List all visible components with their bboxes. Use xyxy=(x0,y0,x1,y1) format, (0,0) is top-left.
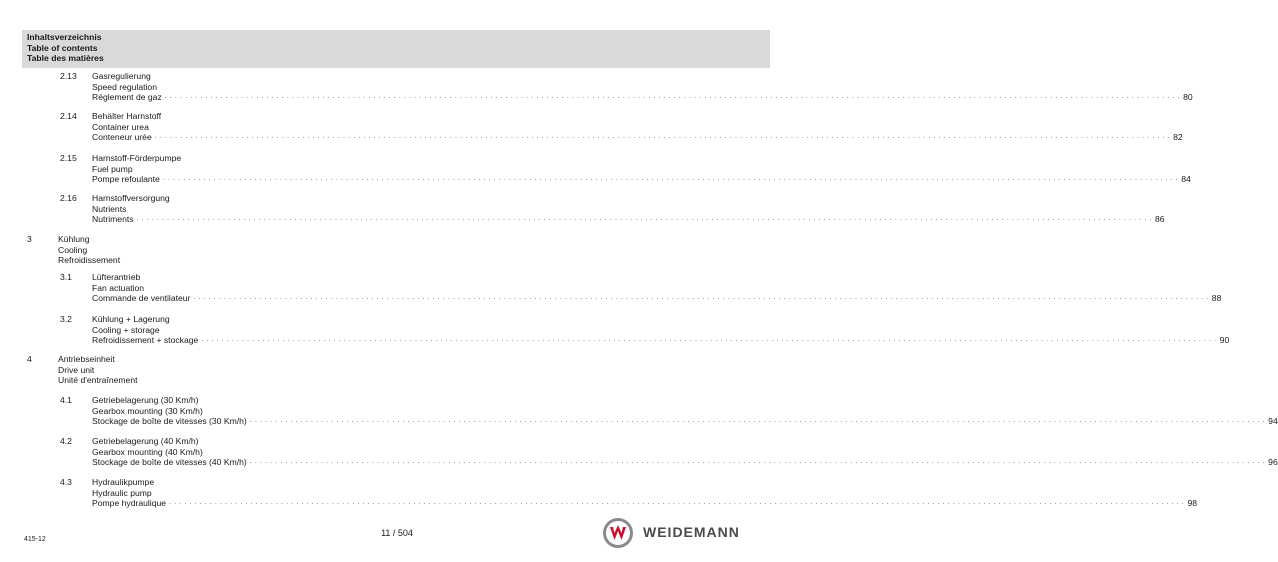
leader-dots: . . . . . . . . . . . . . . . . . . . . . . . . . . . . . . . . . . . . . . . . . . . . . . . . . . . . . . . . . . . . . . . . . . . . . . . . . . . . . . . . . . . . . . . . . . . . . . . . . . . . . . . . . . . . . . . . . . . . . . . . . . . . . . . . . . . . . . . . . . . . . . . . . . . . . . . . . . . . . . . . . . . . . . . . . . . . . . . . . . . . . . . . . . . . . . . . . . . . . . . . xyxy=(169,499,1185,507)
brand-name: WEIDEMANN xyxy=(643,524,740,540)
toc-entry-title-de: Gasregulierung xyxy=(92,71,151,81)
toc-entry-page: 90 xyxy=(1219,335,1230,346)
toc-entry-title-en: Container urea xyxy=(92,121,149,132)
toc-entry-number: 3.2 xyxy=(60,314,72,324)
toc-entry-title-en: Fan actuation xyxy=(92,282,145,293)
toc-entry-number: 2.15 xyxy=(60,153,77,163)
toc-entry-title-fr: Refroidissement xyxy=(58,255,121,266)
leader-dots: . . . . . . . . . . . . . . . . . . . . . . . . . . . . . . . . . . . . . . . . . . . . . . . . . . . . . . . . . . . . . . . . . . . . . . . . . . . . . . . . . . . . . . . . . . . . . . . . . . . . . . . . . . . . . . . . . . . . . . . . . . . . . . . . . . . . . . . . . . . . . . . . . . . . . . . . . . . . . . . . . . . . . . . . . . . . . . . . . . . . . . . . . . . . . . . . . . . . . . . . xyxy=(201,336,1217,344)
toc-entry-title-de: Getriebelagerung (30 Km/h) xyxy=(92,395,199,405)
toc-entry-title-fr: Stockage de boîte de vitesses (30 Km/h) xyxy=(92,416,247,427)
page-number: 11 / 504 xyxy=(381,528,413,538)
toc-entry-title-en: Gearbox mounting (40 Km/h) xyxy=(92,446,203,457)
toc-entry-title-fr: Conteneur urée xyxy=(92,132,152,143)
toc-entry-number: 2.13 xyxy=(60,71,77,81)
toc-entry-number: 2.16 xyxy=(60,193,77,203)
toc-entry-title-en: Nutrients xyxy=(92,203,127,214)
toc-entry-title-fr: Commande de ventilateur xyxy=(92,293,191,304)
toc-entry-title-en: Speed regulation xyxy=(92,81,157,92)
toc-entry-title-fr: Pompe hydraulique xyxy=(92,498,167,509)
leader-dots: . . . . . . . . . . . . . . . . . . . . . . . . . . . . . . . . . . . . . . . . . . . . . . . . . . . . . . . . . . . . . . . . . . . . . . . . . . . . . . . . . . . . . . . . . . . . . . . . . . . . . . . . . . . . . . . . . . . . . . . . . . . . . . . . . . . . . . . . . . . . . . . . . . . . . . . . . . . . . . . . . . . . . . . . . . . . . . . . . . . . . . . . . . . . . . . . . . . . . . . . xyxy=(162,175,1179,183)
toc-entry-page: 88 xyxy=(1211,293,1222,304)
toc-entry-number: 2.14 xyxy=(60,111,77,121)
leader-dots: . . . . . . . . . . . . . . . . . . . . . . . . . . . . . . . . . . . . . . . . . . . . . . . . . . . . . . . . . . . . . . . . . . . . . . . . . . . . . . . . . . . . . . . . . . . . . . . . . . . . . . . . . . . . . . . . . . . . . . . . . . . . . . . . . . . . . . . . . . . . . . . . . . . . . . . . . . . . . . . . . . . . . . . . . . . . . . . . . . . . . . . . . . . . . . . . . . . . . . . . xyxy=(193,294,1209,302)
leader-dots: . . . . . . . . . . . . . . . . . . . . . . . . . . . . . . . . . . . . . . . . . . . . . . . . . . . . . . . . . . . . . . . . . . . . . . . . . . . . . . . . . . . . . . . . . . . . . . . . . . . . . . . . . . . . . . . . . . . . . . . . . . . . . . . . . . . . . . . . . . . . . . . . . . . . . . . . . . . . . . . . . . . . . . . . . . . . . . . . . . . . . . . . . . . . . . . . . . . . . . . . xyxy=(249,417,1266,425)
toc-entry-title-en: Drive unit xyxy=(58,364,95,375)
toc-entry-page: 98 xyxy=(1187,498,1198,509)
toc-entry-title-en: Fuel pump xyxy=(92,163,133,174)
toc-entry-title-en: Cooling + storage xyxy=(92,324,160,335)
toc-header xyxy=(22,30,770,68)
toc-entry-title-fr: Réglement de gaz xyxy=(92,92,162,103)
toc-entry-title-fr: Unité d'entraînement xyxy=(58,375,138,386)
toc-entry-number: 3 xyxy=(27,234,32,244)
header-title-de: Inhaltsverzeichnis xyxy=(27,32,102,42)
leader-dots: . . . . . . . . . . . . . . . . . . . . . . . . . . . . . . . . . . . . . . . . . . . . . . . . . . . . . . . . . . . . . . . . . . . . . . . . . . . . . . . . . . . . . . . . . . . . . . . . . . . . . . . . . . . . . . . . . . . . . . . . . . . . . . . . . . . . . . . . . . . . . . . . . . . . . . . . . . . . . . . . . . . . . . . . . . . . . . . . . . . . . . . . . . . . . . . . . . . . . . . . xyxy=(164,93,1181,101)
leader-dots: . . . . . . . . . . . . . . . . . . . . . . . . . . . . . . . . . . . . . . . . . . . . . . . . . . . . . . . . . . . . . . . . . . . . . . . . . . . . . . . . . . . . . . . . . . . . . . . . . . . . . . . . . . . . . . . . . . . . . . . . . . . . . . . . . . . . . . . . . . . . . . . . . . . . . . . . . . . . . . . . . . . . . . . . . . . . . . . . . . . . . . . . . . . . . . . . . . . . . . . . xyxy=(136,215,1152,223)
toc-entry-title-de: Getriebelagerung (40 Km/h) xyxy=(92,436,199,446)
weidemann-logo-icon xyxy=(603,518,633,548)
toc-entry-title-fr: Stockage de boîte de vitesses (40 Km/h) xyxy=(92,457,247,468)
toc-entry-title-de: Harnstoffversorgung xyxy=(92,193,170,203)
leader-dots: . . . . . . . . . . . . . . . . . . . . . . . . . . . . . . . . . . . . . . . . . . . . . . . . . . . . . . . . . . . . . . . . . . . . . . . . . . . . . . . . . . . . . . . . . . . . . . . . . . . . . . . . . . . . . . . . . . . . . . . . . . . . . . . . . . . . . . . . . . . . . . . . . . . . . . . . . . . . . . . . . . . . . . . . . . . . . . . . . . . . . . . . . . . . . . . . . . . . . . . . xyxy=(249,458,1266,466)
toc-entry-page: 94 xyxy=(1268,416,1278,427)
toc-entry-title-de: Hydraulikpumpe xyxy=(92,477,155,487)
toc-entry-page: 80 xyxy=(1183,92,1193,103)
document-code: 415-12 xyxy=(24,536,46,543)
toc-entry-title-fr: Pompe refoulante xyxy=(92,174,160,185)
toc-entry-title-de: Harnstoff-Förderpumpe xyxy=(92,153,182,163)
toc-entry-page: 84 xyxy=(1181,174,1191,185)
toc-entry-title-de: Kühlung + Lagerung xyxy=(92,314,170,324)
leader-dots: . . . . . . . . . . . . . . . . . . . . . . . . . . . . . . . . . . . . . . . . . . . . . . . . . . . . . . . . . . . . . . . . . . . . . . . . . . . . . . . . . . . . . . . . . . . . . . . . . . . . . . . . . . . . . . . . . . . . . . . . . . . . . . . . . . . . . . . . . . . . . . . . . . . . . . . . . . . . . . . . . . . . . . . . . . . . . . . . . . . . . . . . . . . . . . . . . . . . . . . . xyxy=(154,133,1171,141)
toc-entry-title-en: Cooling xyxy=(58,244,88,255)
toc-entry-title-fr: Refroidissement + stockage xyxy=(92,335,199,346)
toc-entry-title-de: Antriebseinheit xyxy=(58,354,115,364)
toc-entry-page: 82 xyxy=(1173,132,1183,143)
toc-entry-number: 4 xyxy=(27,354,32,364)
toc-entry-number: 3.1 xyxy=(60,272,72,282)
toc-entry-title-en: Hydraulic pump xyxy=(92,487,152,498)
toc-entry-title-fr: Nutriments xyxy=(92,214,134,225)
toc-entry-page: 96 xyxy=(1268,457,1278,468)
header-title-fr: Table des matières xyxy=(27,53,104,64)
toc-entry-number: 4.3 xyxy=(60,477,72,487)
header-title-en: Table of contents xyxy=(27,42,98,53)
toc-entry-title-de: Lüfterantrieb xyxy=(92,272,141,282)
toc-entry-title-de: Behälter Harnstoff xyxy=(92,111,162,121)
toc-entry-number: 4.2 xyxy=(60,436,72,446)
toc-entry-title-de: Kühlung xyxy=(58,234,90,244)
toc-entry-number: 4.1 xyxy=(60,395,72,405)
toc-entry-title-en: Gearbox mounting (30 Km/h) xyxy=(92,405,203,416)
toc-entry-page: 86 xyxy=(1154,214,1165,225)
